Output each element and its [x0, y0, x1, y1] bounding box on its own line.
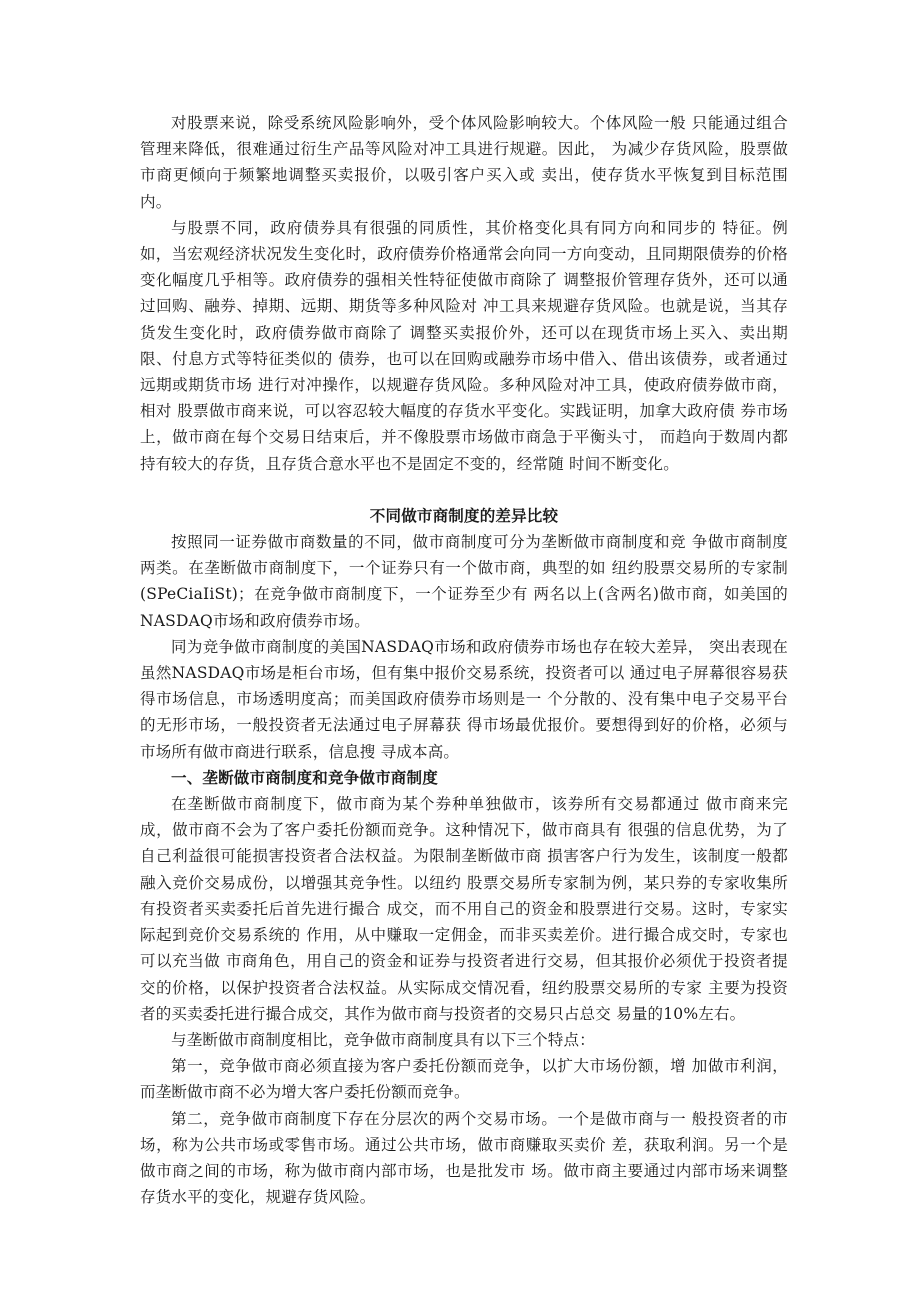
paragraph-stock-risk: 对股票来说，除受系统风险影响外，受个体风险影响较大。个体风险一般 只能通过组合管理来降低，很难通过衍生产品等风险对冲工具进行规避。因此， 为减少存货风险，股票做市商更倾向于频繁地调整买卖报价，以吸引客户买入或 卖出，使存货水平恢复到目标范围内。	[140, 114, 788, 211]
paragraph-government-bonds: 与股票不同，政府债券具有很强的同质性，其价格变化具有同方向和同步的 特征。例如，当宏观经济状况发生变化时，政府债券价格通常会向同一方向变动，且同期限债券的价格变化幅度几乎相等。政府债券的强相关性特征使做市商除了 调整报价管理存货外，还可以通过回购、融券、掉期、远期、期货等多种风险对 冲工具来规避存货风险。也就是说，当其存货发生变化时，政府债券做市商除了 调整买卖报价外，还可以在现货市场上买入、卖出期限、付息方式等特征类似的 债券，也可以在回购或融券市场中借入、借出该债券，或者通过远期或期货市场 进行对冲操作，以规避存货风险。多种风险对冲工具，使政府债券做市商，相对 股票做市商来说，可以容忍较大幅度的存货水平变化。实践证明，加拿大政府债 券市场上，做市商在每个交易日结束后，并不像股票市场做市商急于平衡头寸， 而趋向于数周内都持有较大的存货，且存货合意水平也不是固定不变的，经常随 时间不断变化。	[140, 218, 788, 473]
paragraph-feature-one: 第一，竞争做市商必须直接为客户委托份额而竞争，以扩大市场份额，增 加做市利润，而垄断做市商不必为增大客户委托份额而竞争。	[140, 1057, 788, 1102]
paragraph-feature-two: 第二，竞争做市商制度下存在分层次的两个交易市场。一个是做市商与一 般投资者的市场，称为公共市场或零售市场。通过公共市场，做市商赚取买卖价 差，获取利润。另一个是做市商之间的市场，称为做市商内部市场，也是批发市 场。做市商主要通过内部市场来调整存货水平的变化，规避存货风险。	[140, 1109, 788, 1207]
document-page	[140, 110, 788, 1210]
paragraph-market-maker-types: 按照同一证券做市商数量的不同，做市商制度可分为垄断做市商制度和竞 争做市商制度两类。在垄断做市商制度下，一个证券只有一个做市商，典型的如 纽约股票交易所的专家制(SPeCiaIiSt)；在竞争做市商制度下，一个证券至少有 两名以上(含两名)做市商，如美国的NASDAQ市场和政府债券市场。	[140, 533, 788, 630]
section-title: 不同做市商制度的差异比较	[369, 506, 559, 525]
section-spacer	[140, 477, 788, 503]
paragraph-three-features-intro: 与垄断做市商制度相比，竞争做市商制度具有以下三个特点：	[171, 1030, 595, 1049]
paragraph-monopoly-market-maker: 在垄断做市商制度下，做市商为某个券种单独做市，该券所有交易都通过 做市商来完成，做市商不会为了客户委托份额而竞争。这种情况下，做市商具有 很强的信息优势，为了自己利益很可能损害投资者合法权益。为限制垄断做市商 损害客户行为发生，该制度一般都融入竞价交易成份，以增强其竞争性。以纽约 股票交易所专家制为例，某只券的专家收集所有投资者买卖委托后首先进行撮合 成交，而不用自己的资金和股票进行交易。这时，专家实际起到竞价交易系统的 作用，从中赚取一定佣金，而非买卖差价。进行撮合成交时，专家也可以充当做 市商角色，用自己的资金和证券与投资者进行交易，但其报价必须优于投资者提 交的价格，以保护投资者合法权益。从实际成交情况看，纽约股票交易所的专家 主要为投资者的买卖委托进行撮合成交，其作为做市商与投资者的交易只占总交 易量的10%左右。	[140, 795, 788, 1023]
paragraph-nasdaq-vs-bonds: 同为竞争做市商制度的美国NASDAQ市场和政府债券市场也存在较大差异， 突出表现在虽然NASDAQ市场是柜台市场，但有集中报价交易系统，投资者可以 通过电子屏幕很容易获得市场信息，市场透明度高；而美国政府债券市场则是一 个分散的、没有集中电子交易平台的无形市场，一般投资者无法通过电子屏幕获 得市场最优报价。要想得到好的价格，必须与市场所有做市商进行联系，信息搜 寻成本高。	[140, 637, 788, 761]
subsection-title: 一、垄断做市商制度和竞争做市商制度	[171, 768, 438, 787]
